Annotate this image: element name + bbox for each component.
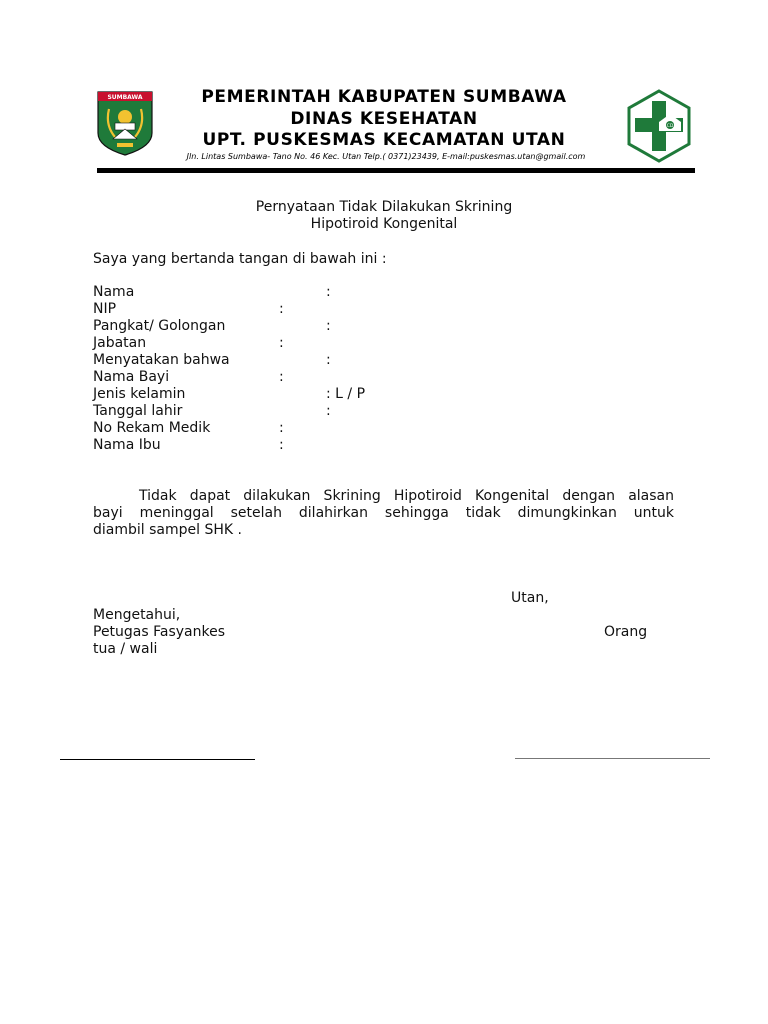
field-label-no-rekam-medik: No Rekam Medik [93, 420, 211, 436]
field-label-jenis-kelamin: Jenis kelamin [93, 386, 186, 402]
field-colon-jenis-kelamin: : L / P [326, 386, 366, 402]
statement-line1: Tidak dapat dilakukan Skrining Hipotiroid Kongenital dengan alasan [139, 488, 674, 504]
header-divider [97, 168, 695, 173]
signature-parent-part2: tua / wali [93, 641, 158, 657]
field-colon-pangkat: : [326, 318, 331, 334]
signature-officer: Petugas Fasyankes [93, 624, 226, 640]
document-title-line1: Pernyataan Tidak Dilakukan Skrining [255, 199, 513, 215]
signature-parent-part1: Orang [604, 624, 648, 640]
header-address: Jln. Lintas Sumbawa- Tano No. 46 Kec. Utan Telp.( 0371)23439, E-mail:puskesmas.utan@gmail.com [186, 152, 586, 161]
field-label-menyatakan: Menyatakan bahwa [93, 352, 230, 368]
field-label-nip: NIP [93, 301, 117, 317]
field-colon-no-rekam-medik: : [279, 420, 284, 436]
field-label-jabatan: Jabatan [93, 335, 147, 351]
statement-line3: diambil sampel SHK . [93, 522, 242, 538]
officer-signature-line [60, 759, 255, 760]
statement-line2: bayi meninggal setelah dilahirkan sehingga tidak dimungkinkan untuk [93, 505, 674, 521]
puskesmas-logo-text: CD [666, 124, 674, 129]
field-colon-nama-bayi: : [279, 369, 284, 385]
header-government: PEMERINTAH KABUPATEN SUMBAWA [201, 87, 567, 107]
header-department: DINAS KESEHATAN [290, 109, 478, 129]
field-label-pangkat: Pangkat/ Golongan [93, 318, 226, 334]
field-colon-tanggal-lahir: : [326, 403, 331, 419]
field-label-nama-ibu: Nama Ibu [93, 437, 161, 453]
field-colon-menyatakan: : [326, 352, 331, 368]
signature-acknowledged: Mengetahui, [93, 607, 181, 623]
field-label-nama: Nama [93, 284, 135, 300]
document-title-line2: Hipotiroid Kongenital [310, 216, 458, 232]
field-colon-jabatan: : [279, 335, 284, 351]
signature-place: Utan, [511, 590, 549, 606]
parent-signature-line [515, 758, 710, 759]
field-colon-nama: : [326, 284, 331, 300]
field-label-nama-bayi: Nama Bayi [93, 369, 170, 385]
field-colon-nama-ibu: : [279, 437, 284, 453]
emblem-banner-text: SUMBAWA [107, 94, 143, 101]
header-institution: UPT. PUSKESMAS KECAMATAN UTAN [202, 130, 566, 150]
field-colon-nip: : [279, 301, 284, 317]
intro-text: Saya yang bertanda tangan di bawah ini : [93, 251, 387, 267]
field-label-tanggal-lahir: Tanggal lahir [93, 403, 183, 419]
